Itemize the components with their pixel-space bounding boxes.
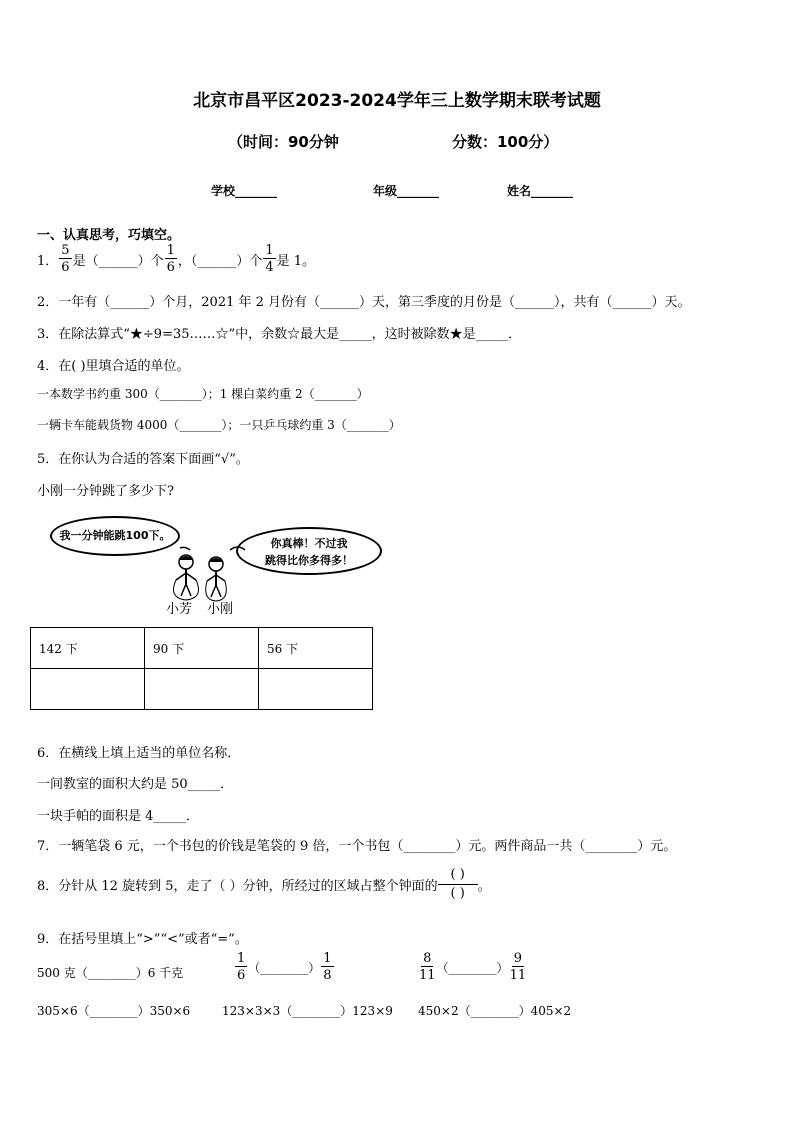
compare-5: 123×3×3（________）123×9 [222,1004,393,1018]
question-2: 2．一年有（______）个月，2021 年 2 月份有（______）天，第三季度的月份是（______），共有（______）天。 [37,295,691,310]
question-4b: 一辆卡车能载货物 4000（_______）；一只乒乓球约重 3（_______） [37,418,401,432]
question-7: 7．一辆笔袋 6 元，一个书包的价钱是笔袋的 9 倍，一个书包（________）元。两件商品一共（________）元。 [37,839,677,854]
q1-text-1: 是（______）个 [72,253,164,269]
q1-number: 1． [37,253,59,269]
question-1 [37,244,315,274]
option-90: 90 下 [145,628,259,669]
question-9: 9．在括号里填上“>”“<”或者“=”。 [37,932,248,947]
fraction-1-6: $\frac{1}{6}$ [166,243,175,275]
question-8: 8．分针从 12 旋转到 5，走了（ ）分钟，所经过的区域占整个钟面的 ( ) ( ) 。 [37,867,491,901]
page-title: 北京市昌平区2023-2024学年三上数学期末联考试题 [193,91,601,111]
school-field: 学校_______ [211,184,278,198]
exam-time: （时间：90分钟 [228,133,339,151]
option-56: 56 下 [259,628,373,669]
question-5: 5．在你认为合适的答案下面画“√”。 [37,452,249,467]
question-6a: 一间教室的面积大约是 50_____． [37,777,234,792]
mark-cell-90[interactable] [145,669,259,710]
question-6: 6．在横线上填上适当的单位名称． [37,746,241,761]
question-6b: 一块手帕的面积是 4_____． [37,809,199,824]
compare-3: $\frac{8}{11}$ （________） $\frac{9}{11}$ [419,951,527,983]
grade-field: 年级_______ [373,184,440,198]
fraction-9-11: $\frac{9}{11}$ [509,951,527,983]
speech-bubble-right: 你真棒！不过我 跳得比你多得多！ [236,527,382,575]
question-4a: 一本数学书约重 300（_______）；1 棵白菜约重 2（_______） [37,387,369,401]
compare-2: $\frac{1}{6}$ （________） $\frac{1}{8}$ [237,951,332,983]
blank-fraction[interactable]: ( ) ( ) [438,866,478,903]
question-4: 4．在( )里填合适的单位。 [37,359,190,374]
answer-choice-table [30,627,373,710]
compare-4: 305×6（________）350×6 [37,1004,191,1018]
fraction-1-4: $\frac{1}{4}$ [265,243,274,275]
fraction-5-6: $\frac{5}{6}$ [61,243,70,275]
q1-text-3: 是 1。 [276,253,316,269]
option-142: 142 下 [31,628,145,669]
mark-cell-142[interactable] [31,669,145,710]
name-xiaofang: 小芳 [166,602,193,617]
children-jumping-rope-illustration [150,540,260,605]
section-heading: 一、认真思考，巧填空。 [37,228,181,243]
mark-cell-56[interactable] [259,669,373,710]
speech-bubble-left: 我一分钟能跳100下。 [50,516,180,556]
fraction-1-8: $\frac{1}{8}$ [323,951,332,983]
table-row-options [31,628,373,669]
name-xiaogang: 小刚 [207,602,234,617]
question-3: 3．在除法算式“★÷9=35……☆”中，余数☆最大是_____，这时被除数★是_____． [37,327,522,342]
q1-text-2: ，（______）个 [177,253,263,269]
fraction-1-6: $\frac{1}{6}$ [237,951,246,983]
table-row-marks [31,669,373,710]
exam-score: 分数：100分） [452,133,559,151]
compare-1: 500 克（________）6 千克 [37,966,184,980]
compare-6: 450×2（________）405×2 [418,1004,572,1018]
question-5-sub: 小刚一分钟跳了多少下? [37,484,174,499]
name-field: 姓名_______ [507,184,574,198]
fraction-8-11: $\frac{8}{11}$ [419,951,436,983]
